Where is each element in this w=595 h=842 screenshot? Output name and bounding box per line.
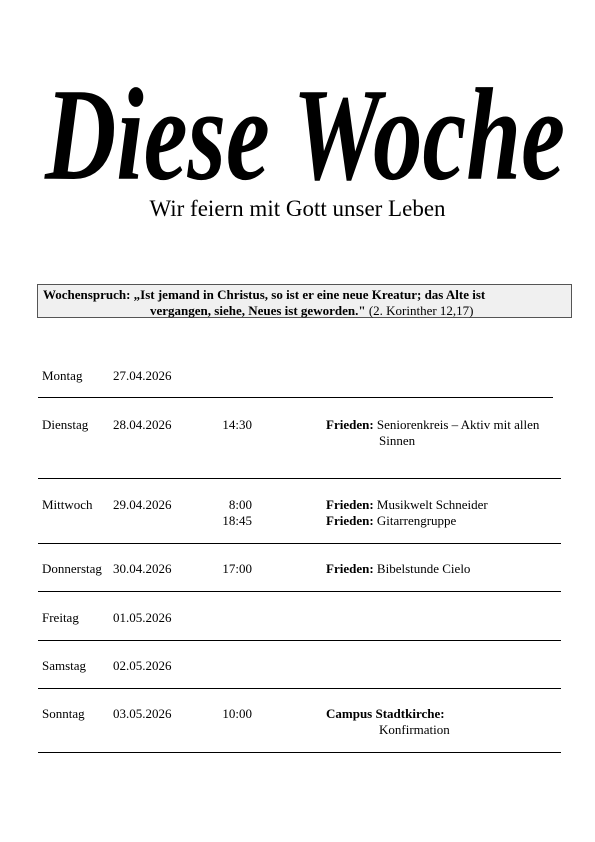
day-date: 30.04.2026 — [113, 561, 172, 576]
wochenspruch-reference: (2. Korinther 12,17) — [368, 303, 474, 318]
event-time: 8:00 — [228, 497, 252, 512]
event-times — [202, 561, 252, 577]
row-divider — [38, 591, 561, 592]
row-divider — [38, 640, 561, 641]
day-name: Montag — [42, 368, 83, 383]
event-time: 14:30 — [222, 417, 252, 432]
row-divider — [38, 752, 561, 753]
event-time: 17:00 — [222, 561, 252, 576]
event-title: Bibelstunde Cielo — [376, 561, 471, 576]
event-title: Seniorenkreis – Aktiv mit allen — [376, 417, 540, 432]
day-date: 29.04.2026 — [113, 497, 172, 512]
day-date: 28.04.2026 — [113, 417, 172, 432]
wochenspruch-quote-1: „Ist jemand in Christus, so ist er eine neue Kreatur; das Alte ist — [133, 287, 486, 302]
row-divider — [38, 478, 561, 479]
row-divider — [38, 543, 561, 544]
event-entry — [326, 706, 562, 722]
event-title-continuation: Sinnen — [379, 433, 416, 448]
wochenspruch-line-1 — [43, 287, 567, 303]
event-location: Frieden: — [326, 417, 374, 432]
day-name: Freitag — [42, 610, 79, 625]
event-location: Frieden: — [326, 561, 374, 576]
event-location: Frieden: — [326, 513, 374, 528]
day-date: 27.04.2026 — [113, 368, 172, 383]
event-list — [326, 497, 562, 529]
row-divider — [38, 688, 561, 689]
title-wordart — [40, 22, 570, 192]
event-list — [326, 561, 562, 577]
event-entry — [326, 497, 562, 513]
wochenspruch-label: Wochenspruch: — [43, 287, 131, 302]
day-date: 02.05.2026 — [113, 658, 172, 673]
event-time: 10:00 — [222, 706, 252, 721]
page-subtitle: Wir feiern mit Gott unser Leben — [149, 196, 446, 221]
event-entry — [326, 417, 562, 433]
wochenspruch-quote-2: vergangen, siehe, Neues ist geworden." — [150, 303, 366, 318]
day-name: Sonntag — [42, 706, 85, 721]
page-title: Diese Woche — [44, 61, 566, 192]
event-time: 18:45 — [222, 513, 252, 528]
event-entry — [326, 513, 562, 529]
event-times — [202, 706, 252, 722]
event-list — [326, 417, 562, 449]
row-divider — [38, 397, 553, 398]
wochenspruch-line-2 — [43, 303, 567, 319]
day-name: Dienstag — [42, 417, 89, 432]
event-times — [202, 497, 252, 529]
event-entry — [326, 561, 562, 577]
day-name: Donnerstag — [42, 561, 102, 576]
event-location: Campus Stadtkirche: — [326, 706, 445, 721]
event-times — [202, 417, 252, 433]
event-title: Gitarrengruppe — [376, 513, 457, 528]
event-title: Musikwelt Schneider — [376, 497, 488, 512]
wochenspruch-box — [37, 284, 572, 318]
event-list — [326, 706, 562, 738]
day-date: 01.05.2026 — [113, 610, 172, 625]
event-title-continuation: Konfirmation — [379, 722, 450, 737]
day-date: 03.05.2026 — [113, 706, 172, 721]
day-name: Mittwoch — [42, 497, 93, 512]
event-location: Frieden: — [326, 497, 374, 512]
day-name: Samstag — [42, 658, 87, 673]
